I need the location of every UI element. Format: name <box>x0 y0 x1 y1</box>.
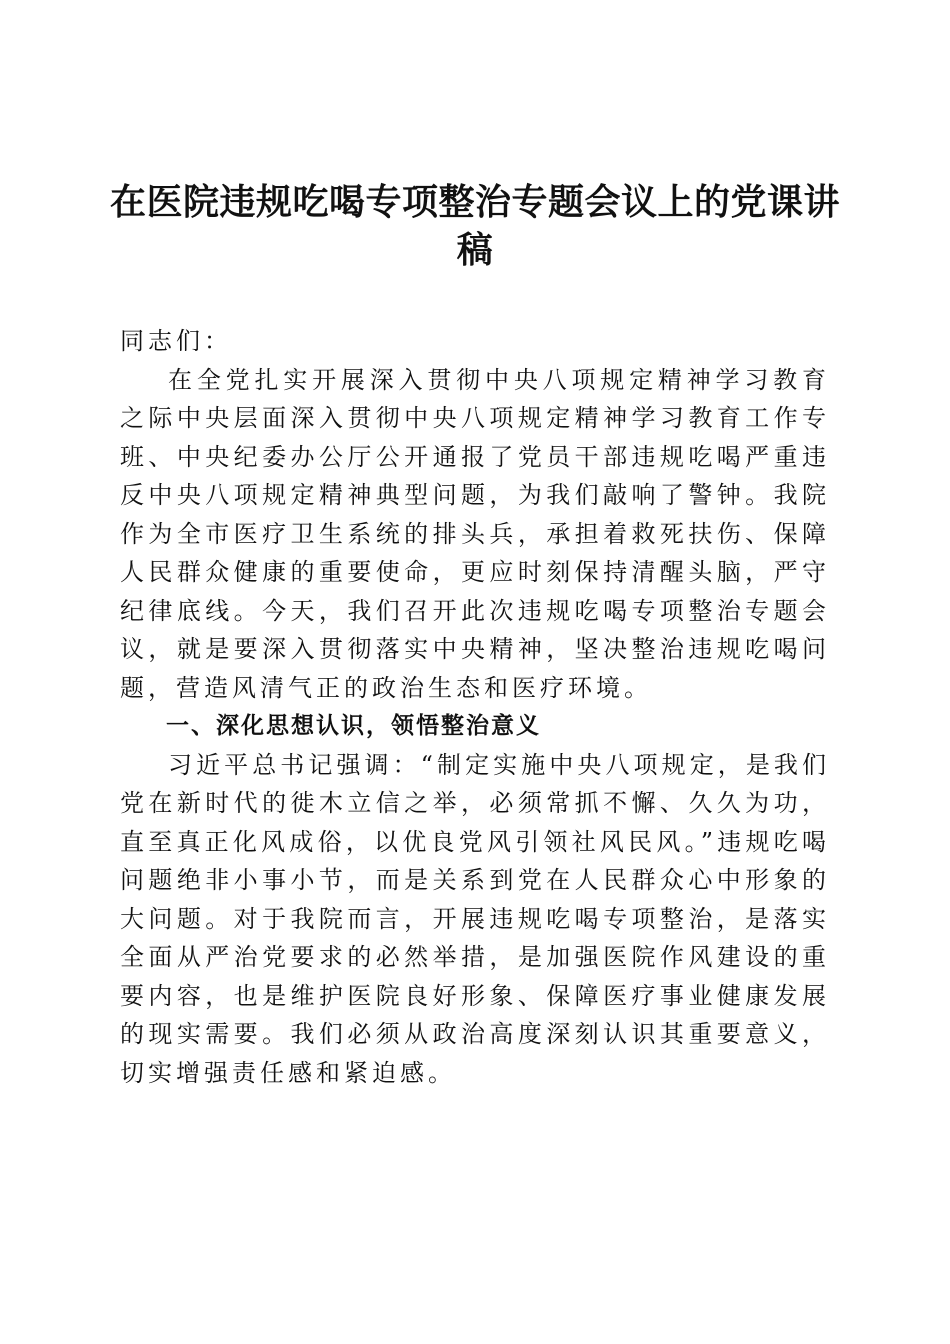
intro-paragraph: 在全党扎实开展深入贯彻中央八项规定精神学习教育之际中央层面深入贯彻中央八项规定精神学习教育工作专班、中央纪委办公厅公开通报了党员干部违规吃喝严重违反中央八项规定精神典型问题，为我们敲响了警钟。我院作为全市医疗卫生系统的排头兵，承担着救死扶伤、保障人民群众健康的重要使命，更应时刻保持清醒头脑，严守纪律底线。今天，我们召开此次违规吃喝专项整治专题会议，就是要深入贯彻落实中央精神，坚决整治违规吃喝问题，营造风清气正的政治生态和医疗环境。 <box>120 365 830 702</box>
section-heading-1: 一、深化思想认识，领悟整治意义 <box>166 713 541 739</box>
document-body <box>120 322 830 1092</box>
section-1-paragraph: 习近平总书记强调：“制定实施中央八项规定，是我们党在新时代的徙木立信之举，必须常抓不懈、久久为功，直至真正化风成俗，以优良党风引领社风民风。”违规吃喝问题绝非小事小节，而是关系到党在人民群众心中形象的大问题。对于我院而言，开展违规吃喝专项整治，是落实全面从严治党要求的必然举措，是加强医院作风建设的重要内容，也是维护医院良好形象、保障医疗事业健康发展的现实需要。我们必须从政治高度深刻认识其重要意义，切实增强责任感和紧迫感。 <box>120 750 830 1087</box>
document-title: 在医院违规吃喝专项整治专题会议上的党课讲稿 <box>109 181 840 271</box>
salutation: 同志们： <box>120 327 232 355</box>
